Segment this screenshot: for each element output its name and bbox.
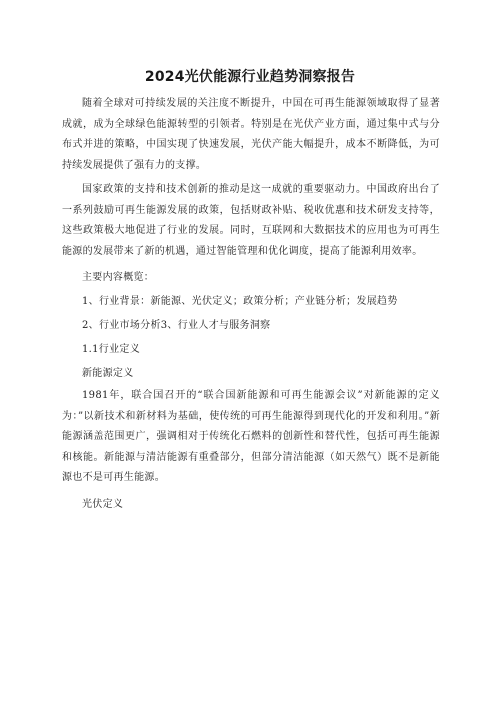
document-body [62,94,440,517]
intro-paragraph-1: 随着全球对可持续发展的关注度不断提升，中国在可再生能源领域取得了显著成就，成为全球绿色能源转型的引领者。特别是在光伏产业方面，通过集中式与分布式并进的策略，中国实现了快速发展，光伏产能大幅提升，成本不断降低，为可持续发展提供了强有力的支撑。 [62,98,440,171]
new-energy-paragraph: 1981年，联合国召开的“联合国新能源和可再生能源会议”对新能源的定义为：”以新技术和新材料为基础，使传统的可再生能源得到现代化的开发和利用。”新能源涵盖范围更广，强调相对于传统化石燃料的创新性和替代性，包括可再生能源和核能。新能源与清洁能源有重叠部分，但部分清洁能源（如天然气）既不是新能源也不是可再生能源。 [62,390,440,483]
subheading-new-energy: 新能源定义 [82,368,134,379]
overview-label: 主要内容概览： [82,272,155,283]
subheading-pv: 光伏定义 [82,498,124,510]
section-heading: 1.1行业定义 [82,344,141,355]
intro-paragraph-2: 国家政策的支持和技术创新的推动是这一成就的重要驱动力。中国政府出台了一系列鼓励可再生能源发展的政策，包括财政补贴、税收优惠和技术研发支持等，这些政策极大地促进了行业的发展。同时，互联网和大数据技术的应用也为可再生能源的发展带来了新的机遇，通过智能管理和优化调度，提高了能源利用效率。 [62,184,440,257]
overview-item-1: 1、行业背景：新能源、光伏定义；政策分析；产业链分析；发展趋势 [82,296,398,307]
document-title: 2024光伏能源行业趋势洞察报告 [144,69,356,85]
overview-item-2: 2、行业市场分析3、行业人才与服务洞察 [82,320,271,331]
